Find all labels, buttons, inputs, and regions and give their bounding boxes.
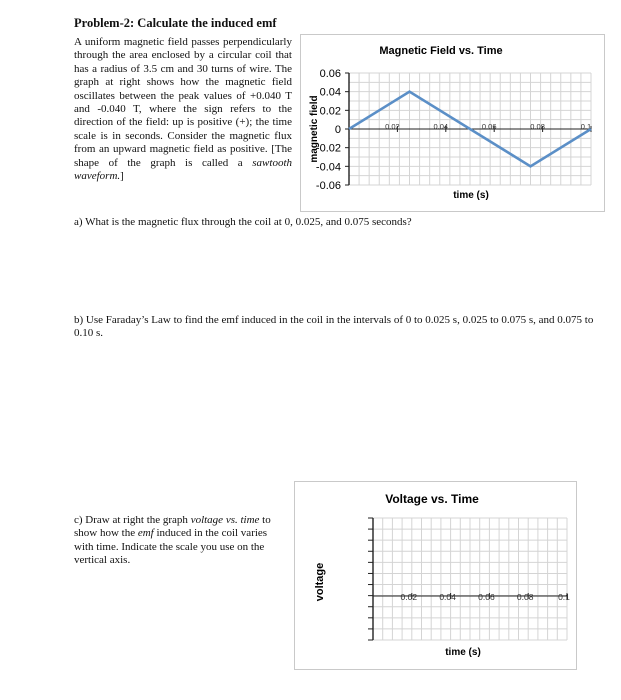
y-tick-label: 0.02: [319, 105, 341, 118]
intro-italic-text: sawtooth waveform.: [74, 156, 292, 183]
x-tick-label: 0.06: [481, 122, 497, 131]
y-tick-label: 0.06: [319, 68, 341, 80]
x-axis-label: time (s): [445, 647, 481, 658]
magnetic-field-chart: [300, 34, 605, 212]
y-tick-label: -0.02: [315, 142, 341, 155]
voltage-chart-svg: [295, 482, 576, 669]
intro-text: A uniform magnetic field passes perpendicularly through the area enclosed by a circular coil that has a radius of 3.5 cm and 30 turns of wire. The graph at right shows how the magnetic field oscillates between the peak values of +0.040 T and -0.040 T, where the sign refers to the direction of the field: up is positive (+); the time scale is in seconds. Consider the magnetic flux from an upward magnetic field as positive. [The shape of the graph is called a: [74, 36, 292, 169]
x-tick-label: 0.04: [433, 122, 449, 131]
x-tick-label: 0.04: [439, 592, 456, 602]
y-tick-label: 0: [334, 124, 341, 136]
question-c: [74, 514, 280, 568]
question-c-italic-1: voltage vs. time: [190, 514, 260, 526]
x-tick-label: 0.06: [478, 592, 495, 602]
y-axis-label: magnetic field: [309, 95, 320, 163]
x-tick-label: 0.02: [400, 592, 418, 602]
question-a: a) What is the magnetic flux through the coil at 0, 0.025, and 0.075 seconds?: [74, 216, 412, 228]
problem-title: Problem-2: Calculate the induced emf: [74, 16, 277, 30]
magnetic-field-chart-svg: [301, 35, 604, 211]
x-axis-label: time (s): [453, 190, 489, 201]
chart-title: Magnetic Field vs. Time: [379, 45, 503, 57]
x-tick-label: 0.02: [385, 122, 400, 131]
x-tick-label: 0.08: [530, 122, 545, 131]
question-c-text-3: induced in the coil varies with time. Indicate the scale you use on the vertical axis.: [74, 527, 268, 567]
x-tick-label: 0.1: [580, 122, 592, 131]
y-axis-label: voltage: [314, 562, 326, 602]
question-c-text-2: to show how the: [74, 514, 271, 540]
x-tick-label: 0.1: [558, 592, 570, 602]
x-tick-label: 0.08: [516, 592, 534, 602]
chart-title: Voltage vs. Time: [385, 492, 479, 506]
question-c-italic-2: emf: [137, 527, 154, 540]
problem-description: [74, 36, 292, 183]
question-c-text-1: c) Draw at right the graph: [74, 514, 191, 526]
y-tick-label: -0.06: [315, 180, 341, 192]
y-tick-label: -0.04: [315, 161, 341, 174]
y-tick-label: 0.04: [319, 86, 341, 99]
question-b: b) Use Faraday’s Law to find the emf induced in the coil in the intervals of 0 to 0.025 s, 0.025 to 0.075 s, and 0.075 to 0.10 s.: [74, 314, 594, 340]
intro-end-text: ]: [120, 170, 124, 183]
voltage-chart: [294, 481, 577, 670]
